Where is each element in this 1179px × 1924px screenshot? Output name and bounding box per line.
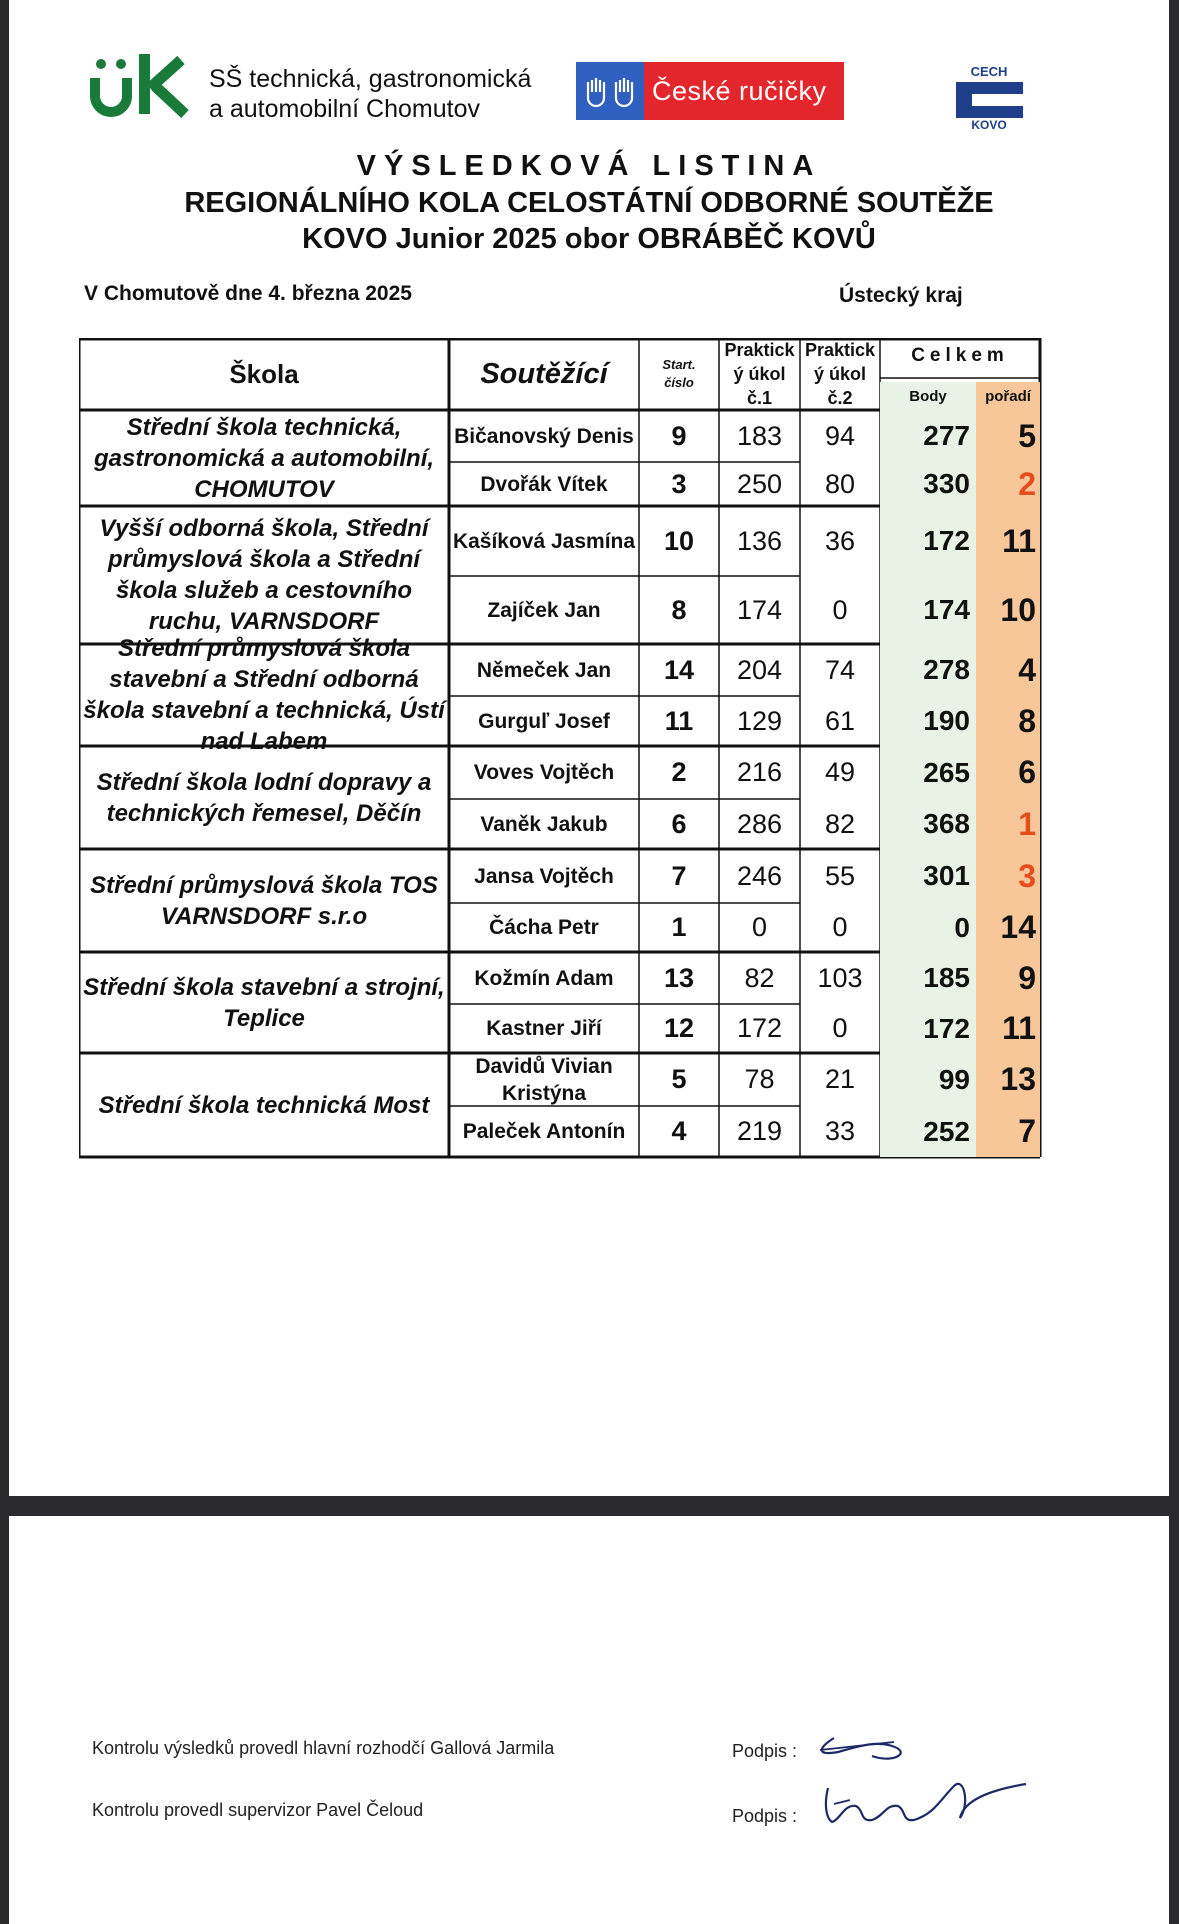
results-sheet <box>9 0 1169 1496</box>
header-task1-line2: ý úkol <box>733 364 786 384</box>
hands-icon <box>576 62 644 120</box>
rank: 9 <box>976 952 1040 1004</box>
task2-score: 0 <box>832 1013 848 1043</box>
header-task1-line3: č.1 <box>746 388 773 408</box>
task1-score: 286 <box>736 808 783 839</box>
document-title: VÝSLEDKOVÁ LISTINA <box>356 150 822 182</box>
task2-score: 0 <box>832 912 848 942</box>
partner-logo <box>576 62 844 120</box>
check-supervisor: Kontrolu provedl supervizor Pavel Čeloud <box>92 1800 424 1820</box>
start-number: 3 <box>671 468 687 499</box>
header-school: Škola <box>229 358 299 389</box>
task2-score: 61 <box>824 705 856 736</box>
school-name-cell: Střední škola lodní dopravy a technických řemesel, Děčín <box>96 768 432 827</box>
place-date: V Chomutově dne 4. března 2025 <box>84 282 412 305</box>
start-number: 2 <box>671 757 687 787</box>
task2-score: 21 <box>824 1064 856 1094</box>
competitor-name: Čácha Petr <box>489 916 599 939</box>
competitor-name: Voves Vojtěch <box>473 761 615 784</box>
header-start-number <box>639 338 719 410</box>
competitor-name: Němeček Jan <box>476 658 612 682</box>
total-points: 368 <box>880 799 976 849</box>
start-number: 1 <box>671 912 687 942</box>
header-start-line2: číslo <box>664 375 694 390</box>
task2-score: 33 <box>824 1116 856 1146</box>
task1-score: 172 <box>736 1013 783 1043</box>
task2-score: 94 <box>824 420 856 451</box>
rank: 5 <box>976 410 1040 462</box>
competitor-name: Kašíková Jasmína <box>452 529 636 553</box>
school-logo-icon <box>89 52 199 118</box>
total-points: 277 <box>880 410 976 462</box>
competition-name: KOVO Junior 2025 obor OBRÁBĚČ KOVŮ <box>302 223 876 255</box>
total-points: 278 <box>880 644 976 696</box>
header-competitor: Soutěžící <box>480 357 608 390</box>
start-number: 8 <box>671 594 687 625</box>
handwritten-signature-icon <box>814 1726 1044 1841</box>
task2-score: 82 <box>824 808 856 839</box>
start-number: 9 <box>671 420 687 451</box>
start-number: 5 <box>671 1064 687 1094</box>
task2-score: 74 <box>824 654 856 685</box>
competitor-name: Jansa Vojtěch <box>474 864 614 888</box>
header-points: Body <box>880 382 976 410</box>
competitor-name: Paleček Antonín <box>462 1120 626 1143</box>
total-points: 252 <box>880 1106 976 1157</box>
school-name-line1: SŠ technická, gastronomická <box>209 65 532 93</box>
task1-score: 82 <box>744 962 775 993</box>
task1-score: 129 <box>736 705 783 736</box>
header-rank: pořadí <box>976 382 1040 410</box>
competitor-name: Gurguľ Josef <box>478 709 610 733</box>
competitor-name: Dvořák Vítek <box>480 472 608 496</box>
rank: 1 <box>976 799 1040 849</box>
header-total: Celkem <box>911 345 1009 366</box>
header-task1-line1: Praktick <box>724 340 795 360</box>
rank: 4 <box>976 644 1040 696</box>
task1-score: 219 <box>736 1116 783 1146</box>
task2-score: 80 <box>824 468 856 499</box>
rank: 8 <box>976 696 1040 746</box>
start-number: 7 <box>671 860 687 891</box>
total-points: 185 <box>880 952 976 1004</box>
task2-score: 0 <box>832 594 848 625</box>
rank: 7 <box>976 1106 1040 1157</box>
start-number: 6 <box>671 808 687 839</box>
total-points: 172 <box>880 506 976 576</box>
total-points: 99 <box>880 1053 976 1106</box>
task2-score: 55 <box>824 860 856 891</box>
task1-score: 78 <box>744 1064 775 1094</box>
svg-text:CECH: CECH <box>970 64 1008 79</box>
rank: 11 <box>976 1004 1040 1053</box>
total-points: 172 <box>880 1004 976 1053</box>
total-points: 0 <box>880 903 976 952</box>
school-name <box>209 64 531 124</box>
document-subtitle: REGIONÁLNÍHO KOLA CELOSTÁTNÍ ODBORNÉ SOUTĚŽE <box>184 187 994 219</box>
competitor-name: Vaněk Jakub <box>480 812 608 836</box>
header-task1 <box>719 338 800 410</box>
header-task2-line3: č.2 <box>827 388 853 408</box>
total-points: 190 <box>880 696 976 746</box>
start-number: 11 <box>664 705 694 736</box>
competitor-name: Kastner Jiří <box>486 1017 602 1040</box>
check-chief-referee: Kontrolu výsledků provedl hlavní rozhodčí Gallová Jarmila <box>92 1738 555 1758</box>
header-start-line1: Start. <box>662 357 696 372</box>
partner-logo-text: České ručičky <box>644 62 844 120</box>
rank: 13 <box>976 1053 1040 1106</box>
competitor-name: Zajíček Jan <box>487 598 601 622</box>
school-name-cell: Vyšší odborná škola, Střední průmyslová škola a Střední škola služeb a cestovního ruchu, VARNSDORF <box>99 515 429 635</box>
rank: 14 <box>976 903 1040 952</box>
start-number: 12 <box>663 1013 695 1043</box>
rank: 3 <box>976 849 1040 903</box>
cech-kovo-logo-icon <box>952 64 1027 130</box>
competitor-name: Bičanovský Denis <box>454 424 634 448</box>
total-points: 301 <box>880 849 976 903</box>
total-points: 174 <box>880 576 976 644</box>
signature-label-2: Podpis : <box>732 1806 798 1826</box>
rank: 6 <box>976 746 1040 799</box>
task2-score: 36 <box>824 525 856 556</box>
signature-sheet <box>9 1516 1169 1924</box>
school-name-cell: Střední škola technická, gastronomická a automobilní, CHOMUTOV <box>93 413 435 503</box>
start-number: 4 <box>671 1116 687 1146</box>
school-name-cell: Střední průmyslová škola TOS VARNSDORF s.r.o <box>90 871 438 930</box>
start-number: 14 <box>663 654 695 685</box>
rank: 2 <box>976 462 1040 506</box>
task1-score: 136 <box>736 525 783 556</box>
task1-score: 0 <box>751 912 768 942</box>
competitor-name: Davidů Vivian Kristýna <box>475 1054 613 1105</box>
total-points: 265 <box>880 746 976 799</box>
header-task2-line2: ý úkol <box>813 364 866 384</box>
task1-score: 216 <box>736 757 783 787</box>
rank: 10 <box>976 576 1040 644</box>
school-name-cell: Střední škola stavební a strojní, Teplice <box>83 973 445 1032</box>
total-points: 330 <box>880 462 976 506</box>
task2-score: 49 <box>824 757 856 787</box>
svg-text:KOVO: KOVO <box>971 118 1007 130</box>
school-name-cell: Střední škola technická Most <box>98 1091 430 1119</box>
task1-score: 183 <box>736 420 783 451</box>
task1-score: 204 <box>736 654 783 685</box>
region: Ústecký kraj <box>839 284 963 307</box>
school-name-cell: Střední průmyslová škola stavební a Střední odborná škola stavební a technická, Ústí nad Labem <box>83 635 445 755</box>
task1-score: 250 <box>736 468 783 499</box>
task2-score: 103 <box>817 962 863 993</box>
task1-score: 174 <box>736 594 783 625</box>
rank: 11 <box>976 506 1040 576</box>
signature-label-1: Podpis : <box>732 1741 798 1761</box>
header-task2 <box>800 338 880 410</box>
task1-score: 246 <box>736 860 783 891</box>
competitor-name: Kožmín Adam <box>474 966 614 990</box>
start-number: 10 <box>663 525 695 556</box>
start-number: 13 <box>663 962 695 993</box>
school-name-line2: a automobilní Chomutov <box>209 95 480 123</box>
header-task2-line1: Praktick <box>804 340 876 360</box>
